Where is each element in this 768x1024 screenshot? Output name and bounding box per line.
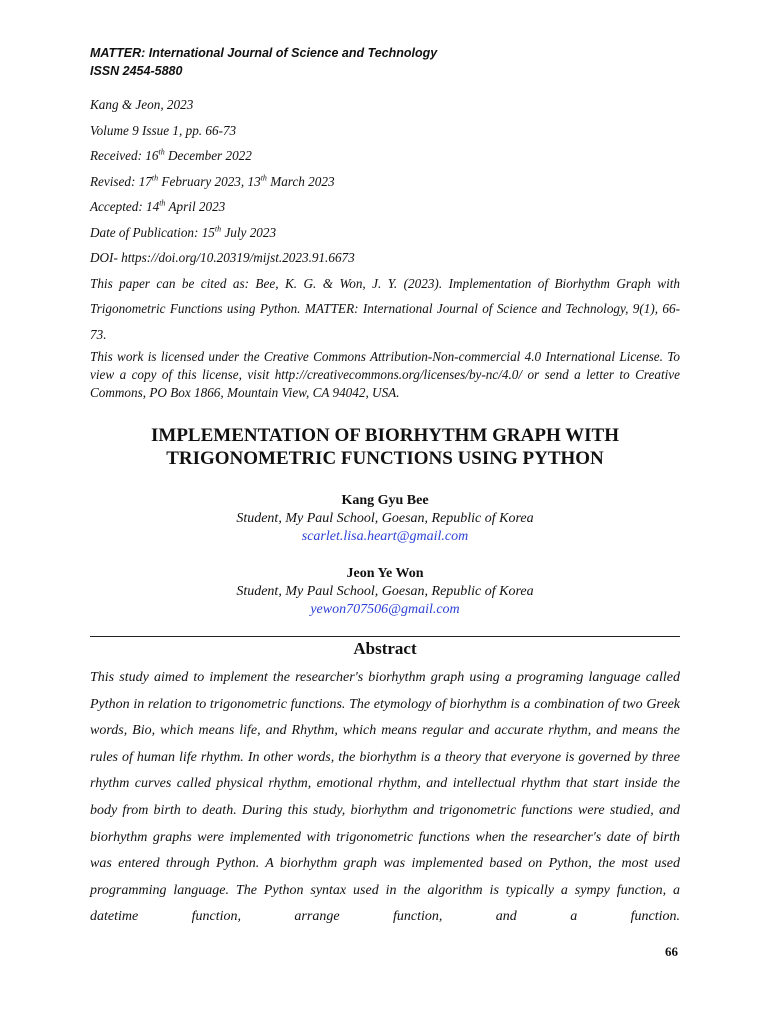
section-divider [90, 636, 680, 637]
author-affiliation: Student, My Paul School, Goesan, Republic of Korea [236, 584, 534, 599]
received-date: Received: 16th December 2022 [90, 147, 252, 163]
accepted-date: Accepted: 14th April 2023 [90, 198, 226, 214]
abstract-text: This study aimed to implement the researcher's biorhythm graph using a programing language called Python in relation to trigonometric functions. The etymology of biorhythm is a combination of two Greek words, Bio, which means life, and Rhythm, which means regular and accurate rhythm, and means the rules of human life rhythm. In other words, the biorhythm is a theory that everyone is governed by three rhythm curves called physical rhythm, emotional rhythm, and intellectual rhythm that start inside the body from birth to death. During this study, biorhythm and trigonometric functions were studied, and biorhythm graphs were implemented with trigonometric functions when the researcher's date of birth was entered through Python. A biorhythm graph was implemented based on Python, the most used programming language. The Python syntax used in the algorithm is typically a sympy function, a datetime function, arrange function, and a function. [90, 670, 680, 925]
author-name: Jeon Ye Won [346, 566, 424, 581]
author-block [90, 492, 680, 546]
publication-date: Date of Publication: 15th July 2023 [90, 224, 277, 240]
article-metadata [90, 95, 680, 402]
doi-link[interactable]: DOI- https://doi.org/10.20319/mijst.2023.91.6673 [90, 250, 355, 265]
revised-date: Revised: 17th February 2023, 13th March 2023 [90, 173, 335, 189]
author-name: Kang Gyu Bee [341, 493, 429, 508]
citation-note: This paper can be cited as: Bee, K. G. & Won, J. Y. (2023). Implementation of Biorhythm Graph with Trigonometric Functions using Python. MATTER: International Journal of Science and Technology, 9(1), 66-73. [90, 275, 680, 342]
journal-issn: ISSN 2454-5880 [90, 64, 183, 78]
author-email-link[interactable]: yewon707506@gmail.com [310, 602, 460, 617]
page-number: 66 [665, 944, 678, 959]
volume-info: Volume 9 Issue 1, pp. 66-73 [90, 122, 237, 138]
author-email-link[interactable]: scarlet.lisa.heart@gmail.com [301, 529, 469, 544]
license-note: This work is licensed under the Creative Commons Attribution-Non-commercial 4.0 International License. To view a copy of this license, visit http://creativecommons.org/licenses/by-nc/4.0/ or send a letter to Creative Commons, PO Box 1866, Mountain View, CA 94042, USA. [90, 349, 680, 400]
journal-header [90, 44, 437, 80]
paper-title [90, 424, 680, 470]
authors-year: Kang & Jeon, 2023 [90, 97, 194, 112]
abstract-heading: Abstract [353, 639, 417, 658]
title-line-1: IMPLEMENTATION OF BIORHYTHM GRAPH WITH [151, 425, 619, 446]
title-line-2: TRIGONOMETRIC FUNCTIONS USING PYTHON [166, 448, 604, 469]
author-block [90, 565, 680, 619]
journal-name: MATTER: International Journal of Science and Technology [90, 46, 438, 60]
author-affiliation: Student, My Paul School, Goesan, Republic of Korea [236, 511, 534, 526]
